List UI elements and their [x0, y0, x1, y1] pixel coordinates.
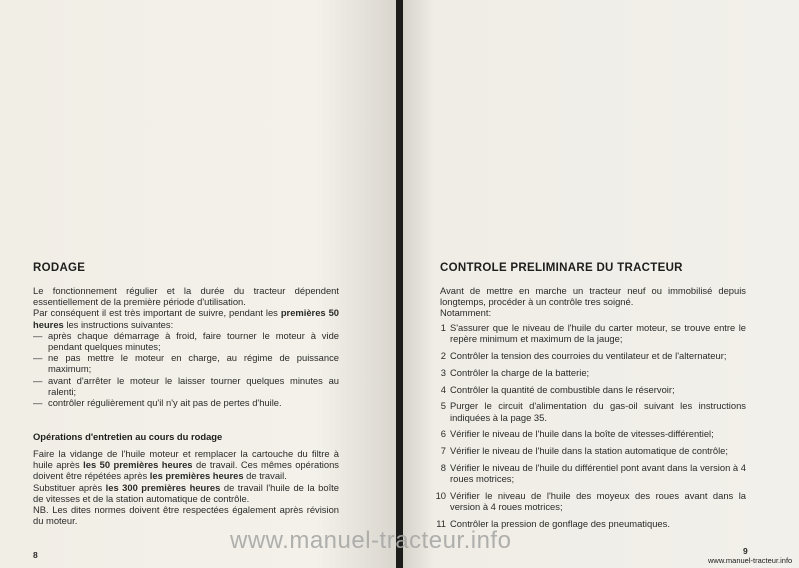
watermark: www.manuel-tracteur.info	[230, 527, 512, 554]
maintenance-paragraph-1: Faire la vidange de l'huile moteur et remplacer la cartouche du filtre à huile après les 50 premières heures de travail. Ces mêmes opérations doivent être répétées après les premières heures de travail.	[33, 448, 339, 482]
list-item: 6 Vérifier le niveau de l'huile dans la boîte de vitesses-différentiel;	[440, 428, 714, 440]
dash-item: — contrôler régulièrement qu'il n'y ait pas de pertes d'huile.	[33, 397, 282, 409]
watermark-small: www.manuel-tracteur.info	[708, 556, 793, 565]
controle-intro	[440, 285, 746, 319]
left-page	[0, 0, 397, 568]
list-item: 1 S'assurer que le niveau de l'huile du carter moteur, se trouve entre le repère minimum et maximum de la jauge;	[440, 322, 746, 345]
list-item: 4 Contrôler la quantité de combustible dans le réservoir;	[440, 383, 675, 395]
list-item: 7 Vérifier le niveau de l'huile dans la station automatique de contrôle;	[440, 445, 729, 457]
dash-item: — ne pas mettre le moteur en charge, au régime de puissance maximum;	[33, 352, 339, 375]
controle-notamment: Notamment:	[440, 307, 492, 319]
list-item: 11 Contrôler la pression de gonflage des pneumatiques.	[436, 517, 670, 529]
nb-note: NB. Les dites normes doivent être respectées également après révision du moteur.	[33, 504, 339, 527]
rodage-heading: RODAGE	[33, 262, 86, 274]
intro-paragraph-2: Par conséquent il est très important de suivre, pendant les premières 50 heures les instructions suivantes:	[33, 307, 340, 330]
maintenance-subheading: Opérations d'entretien au cours du rodage	[33, 431, 223, 442]
page-number-right: 9	[743, 546, 748, 556]
list-item: 5 Purger le circuit d'alimentation du gas-oil suivant les instructions indiquées à la page 35.	[440, 400, 746, 423]
controle-heading: CONTROLE PRELIMINARE DU TRACTEUR	[440, 262, 683, 274]
dash-item: — après chaque démarrage à froid, faire tourner le moteur à vide pendant quelques minutes;	[33, 329, 339, 353]
controle-intro-paragraph: Avant de mettre en marche un tracteur neuf ou immobilisé depuis longtemps, procéder à un contrôle tres soigné.	[440, 285, 746, 308]
dash-item: — avant d'arrêter le moteur le laisser tourner quelques minutes au ralenti;	[33, 374, 339, 397]
controle-list	[433, 322, 746, 535]
list-item: 3 Contrôler la charge de la batterie;	[440, 366, 590, 378]
page-number-left: 8	[33, 550, 38, 560]
list-item: 8 Vérifier le niveau de l'huile du différentiel pont avant dans la version à 4 roues motrices;	[440, 461, 746, 485]
rodage-body	[33, 285, 339, 408]
maintenance-paragraph-2: Substituer après les 300 premières heures de travail l'huile de la boîte de vitesses et de la station automatique de contrôle.	[33, 481, 340, 504]
intro-paragraph: Le fonctionnement régulier et la durée du tracteur dépendent essentiellement de la première période d'utilisation.	[33, 285, 339, 308]
right-page	[403, 0, 799, 568]
list-item: 10 Vérifier le niveau de l'huile des moyeux des roues avant dans la version à 4 roues motrices;	[435, 489, 746, 513]
list-item: 2 Contrôler la tension des courroies du ventilateur et de l'alternateur;	[440, 350, 727, 361]
maintenance-body	[33, 448, 339, 526]
